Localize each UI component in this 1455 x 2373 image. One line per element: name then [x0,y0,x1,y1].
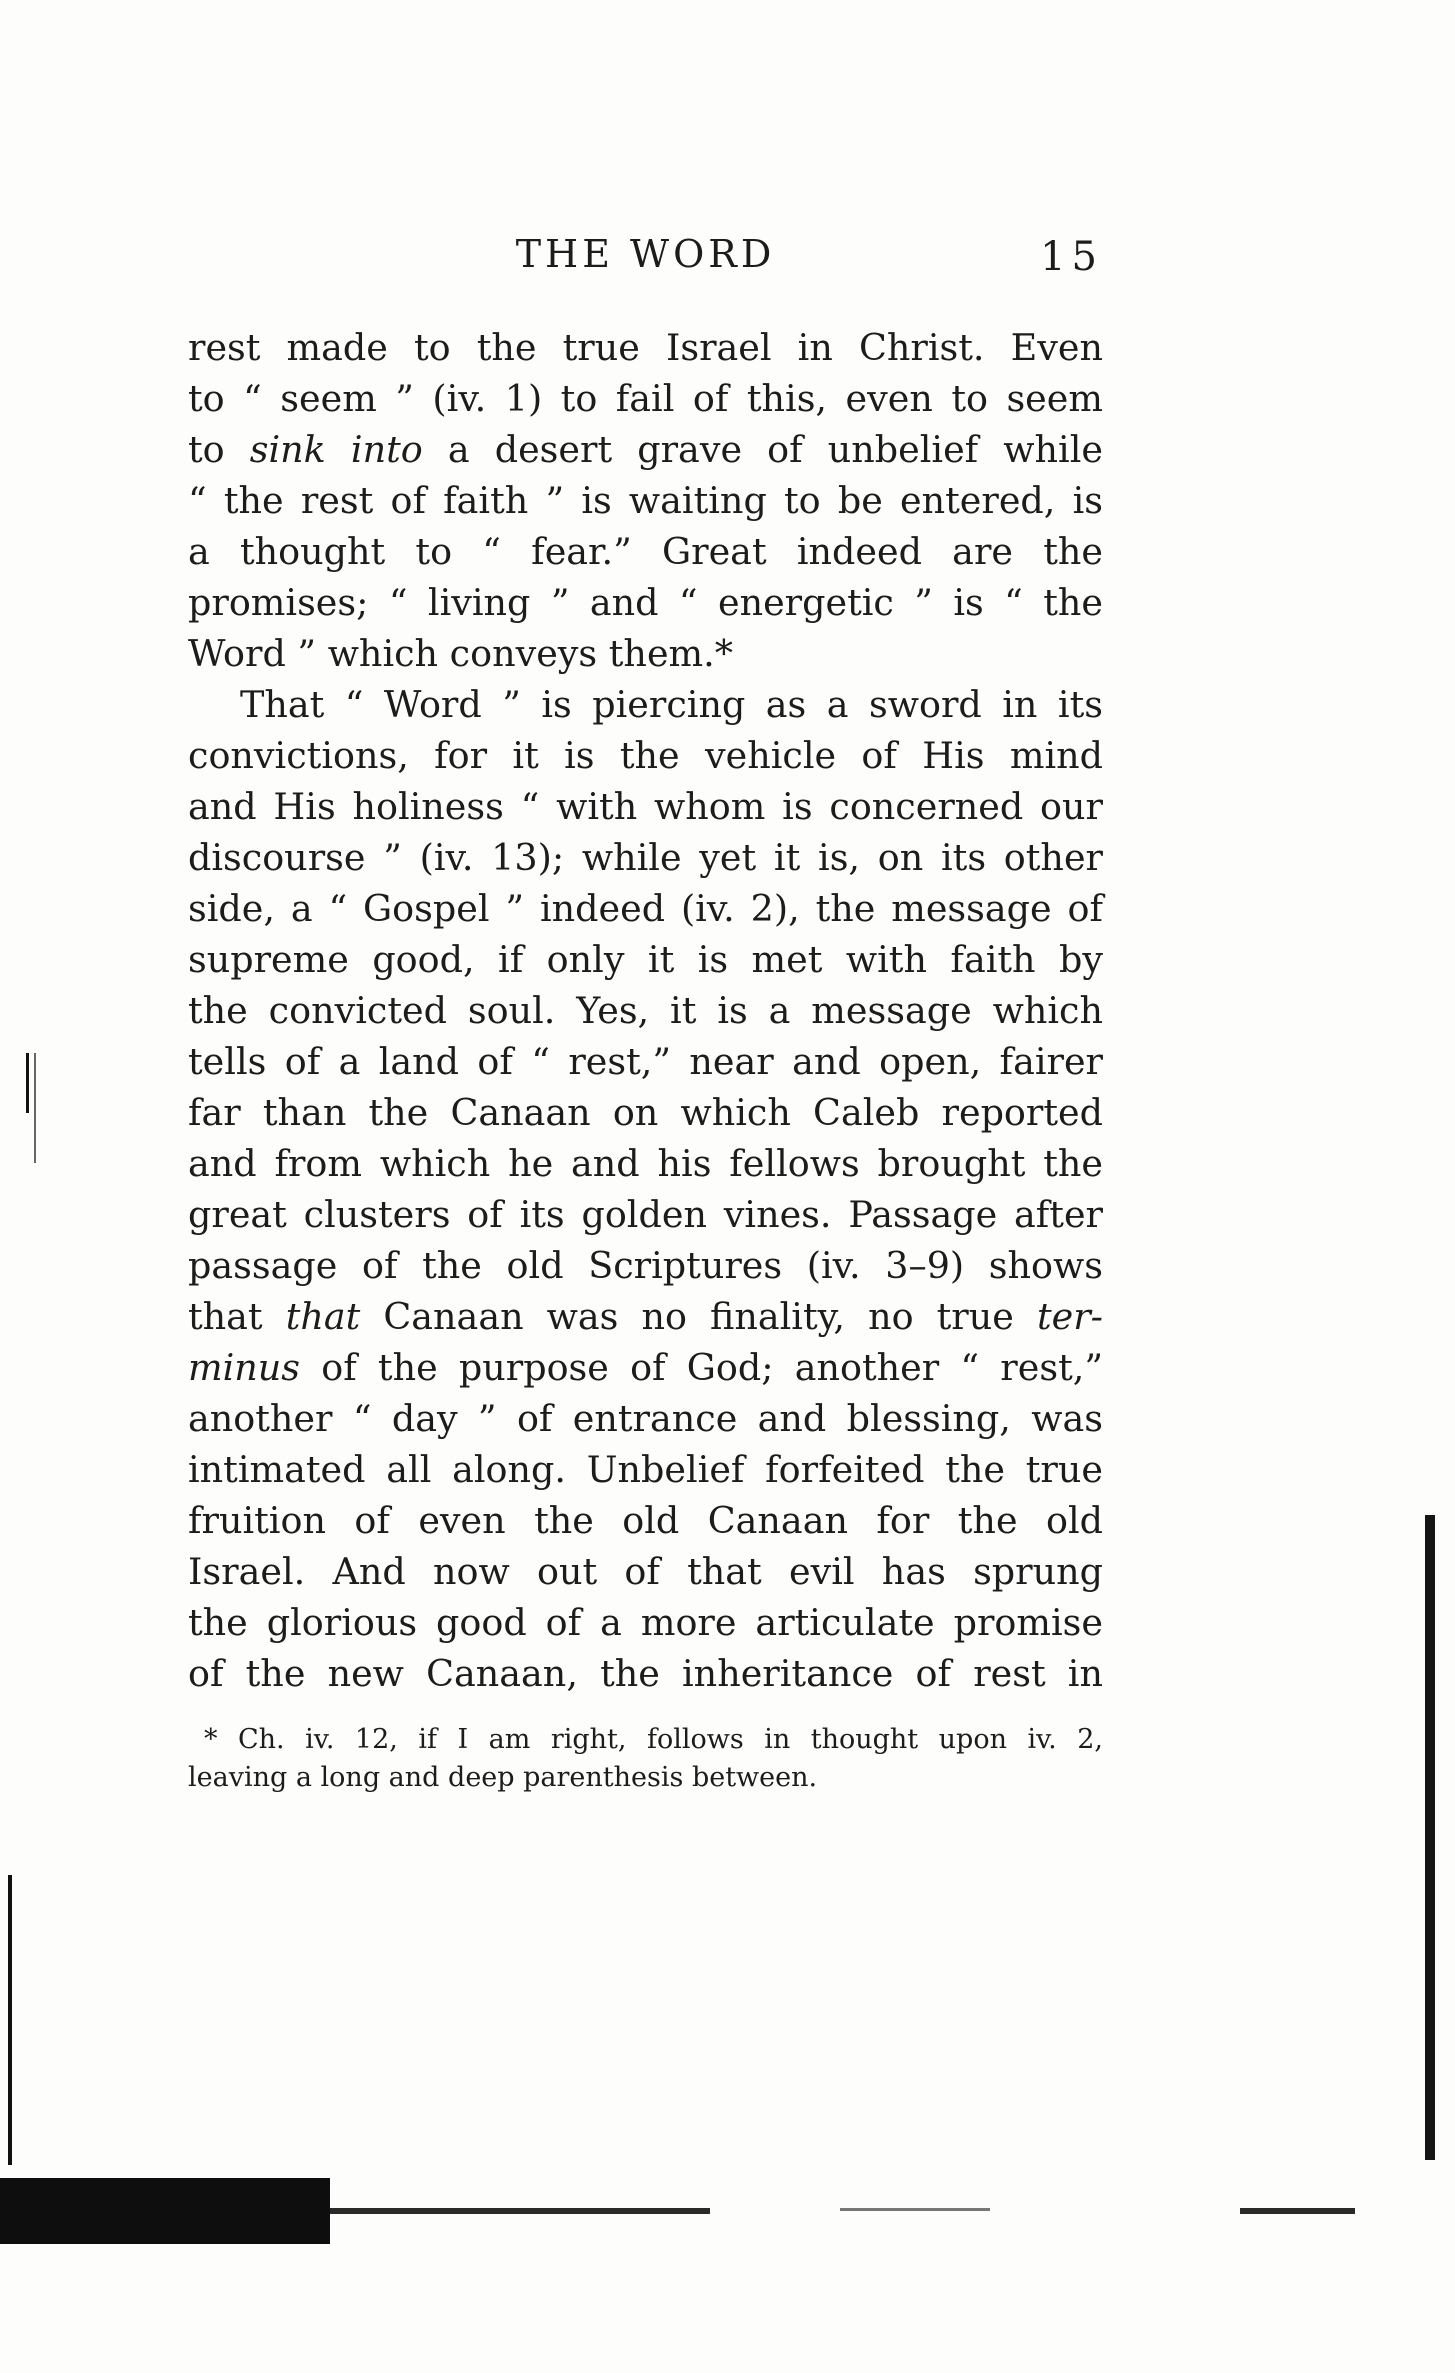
text-run: That “ Word ” is piercing as a sword in its [240,683,1103,726]
text-line [188,1138,1103,1189]
footnote-line: leaving a long and deep parenthesis between. [188,1762,818,1793]
scan-streak [1240,2208,1355,2214]
text-run: fruition of even the old Canaan for the old [188,1499,1103,1542]
text-run: rest made to the true Israel in Christ. Even [188,326,1103,369]
text-run: great clusters of its golden vines. Passage after [188,1193,1103,1236]
scan-edge [1425,1515,1435,2160]
italic-run: that [285,1295,361,1338]
text-run: intimated all along. Unbelief forfeited the true [188,1448,1103,1491]
text-line [188,1393,1103,1444]
text-run: Canaan was no finality, no true [360,1295,1037,1338]
page-number: 15 [1040,234,1103,280]
scan-shadow [0,2178,330,2244]
text-line [188,1342,1103,1393]
text-line [188,1189,1103,1240]
text-run: Israel. And now out of that evil has sprung [188,1550,1103,1593]
text-line [188,985,1103,1036]
italic-run: minus [188,1346,301,1389]
text-run: supreme good, if only it is met with faith by [188,938,1103,981]
footnote-line: * Ch. iv. 12, if I am right, follows in thought upon iv. 2, [204,1724,1103,1755]
text-line [188,577,1103,628]
text-run: of the new Canaan, the inheritance of rest in [188,1652,1103,1695]
text-line [188,322,1103,373]
footnote [188,1721,1103,1797]
text-run: promises; “ living ” and “ energetic ” is “ the [188,581,1103,624]
text-line [188,1495,1103,1546]
scan-streak [840,2208,990,2211]
text-run: “ the rest of faith ” is waiting to be entered, is [188,479,1103,522]
text-run: of the purpose of God; another “ rest,” [300,1346,1103,1389]
text-run: Word ” which conveys them.* [188,632,734,675]
scan-mark [34,1053,36,1163]
text-line [188,1546,1103,1597]
text-run: to [188,428,250,471]
italic-run: sink into [249,428,423,471]
text-line [188,1087,1103,1138]
text-run: that [188,1295,286,1338]
text-line [188,781,1103,832]
running-title: THE WORD [515,232,776,276]
text-line [188,1240,1103,1291]
text-line [188,832,1103,883]
text-line [188,526,1103,577]
text-line [188,1648,1103,1699]
text-run: the glorious good of a more articulate promise [188,1601,1103,1644]
scan-streak [330,2208,710,2214]
text-run: far than the Canaan on which Caleb reported [188,1091,1103,1134]
text-line [188,679,1103,730]
running-head [188,232,1103,292]
text-line [188,1444,1103,1495]
text-run: discourse ” (iv. 13); while yet it is, on its other [188,836,1103,879]
text-line [188,1291,1103,1342]
text-run: and from which he and his fellows brought the [188,1142,1103,1185]
text-run: another “ day ” of entrance and blessing, was [188,1397,1103,1440]
text-line [188,934,1103,985]
text-run: the convicted soul. Yes, it is a message which [188,989,1103,1032]
text-line [188,730,1103,781]
text-run: to “ seem ” (iv. 1) to fail of this, even to seem [188,377,1103,420]
text-run: and His holiness “ with whom is concerned our [188,785,1103,828]
body-text [188,322,1103,1699]
text-run: a thought to “ fear.” Great indeed are the [188,530,1103,573]
text-line [188,1036,1103,1087]
text-run: passage of the old Scriptures (iv. 3–9) shows [188,1244,1103,1287]
text-line [188,1597,1103,1648]
scan-mark [26,1053,29,1113]
text-run: convictions, for it is the vehicle of His mind [188,734,1103,777]
italic-run: ter- [1036,1295,1103,1338]
text-line [188,373,1103,424]
text-run: a desert grave of unbelief while [422,428,1103,471]
text-line [188,628,1103,679]
scan-mark [8,1875,12,2165]
text-line [188,424,1103,475]
text-run: side, a “ Gospel ” indeed (iv. 2), the message of [188,887,1103,930]
text-run: tells of a land of “ rest,” near and open, fairer [188,1040,1103,1083]
text-line [188,883,1103,934]
text-line [188,475,1103,526]
